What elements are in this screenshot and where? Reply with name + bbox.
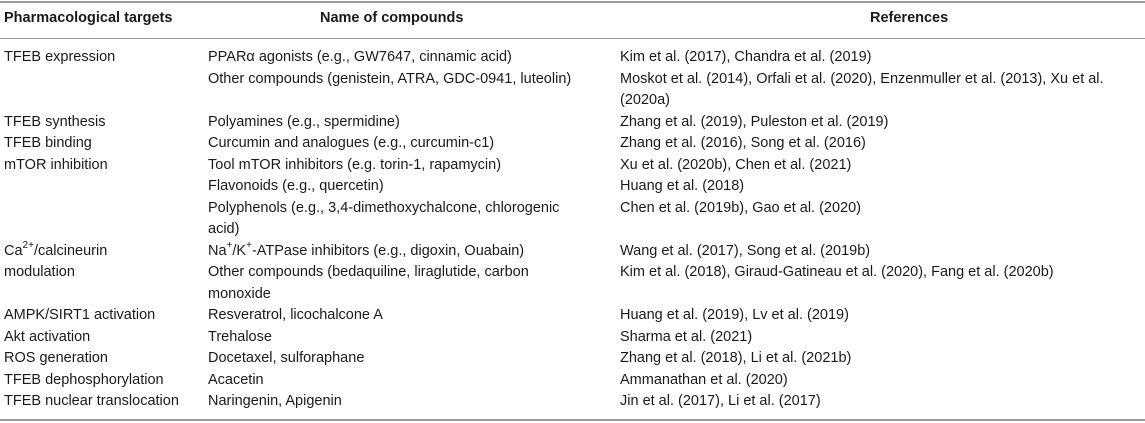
header-references: References [870,10,949,26]
header-compounds: Name of compounds [320,10,464,26]
references-cell: Sharma et al. (2021) [620,328,753,345]
references-cell: Zhang et al. (2016), Song et al. (2016) [620,135,866,151]
target-cell [0,69,208,91]
references-cell: Zhang et al. (2018), Li et al. (2021b) [620,350,852,366]
table-row [0,176,1145,198]
target-cell: ROS generation [4,350,108,366]
header-targets: Pharmacological targets [4,10,173,26]
table-row-continuation [0,219,1145,241]
compound-cell: Naringenin, Apigenin [208,393,342,409]
compound-cell: Other compounds (bedaquiline, liraglutide, carbon [208,264,529,280]
references-cell: Zhang et al. (2019), Puleston et al. (2019) [620,113,889,130]
references-cell: Moskot et al. (2014), Orfali et al. (2020), Enzenmuller et al. (2013), Xu et al. [620,70,1104,87]
table-row [0,69,1145,91]
target-cell: TFEB binding [4,135,92,151]
bottom-rule [0,419,1145,421]
references-cell-continued: (2020a) [620,92,670,108]
table-body [0,47,1145,413]
table-row [0,112,1145,134]
table-row [0,391,1145,413]
compound-cell: Na+/K+-ATPase inhibitors (e.g., digoxin, Ouabain) [208,239,525,259]
table-row [0,327,1145,349]
compound-cell: Docetaxel, sulforaphane [208,350,365,366]
table-row [0,262,1145,284]
references-cell: Jin et al. (2017), Li et al. (2017) [620,393,821,409]
compound-cell-continued: monoxide [208,285,271,302]
table-row [0,305,1145,327]
references-cell: Huang et al. (2019), Lv et al. (2019) [620,307,849,323]
references-cell: Wang et al. (2017), Song et al. (2019b) [620,242,871,259]
references-cell: Ammanathan et al. (2020) [620,371,788,388]
compound-cell: Acacetin [208,371,264,388]
target-cell: TFEB expression [4,49,116,65]
table-row [0,47,1145,69]
references-cell: Kim et al. (2017), Chandra et al. (2019) [620,49,872,65]
references-cell: Huang et al. (2018) [620,178,745,194]
header-rule [0,38,1145,39]
target-cell: TFEB nuclear translocation [4,393,179,409]
target-cell: $Ca^{2+}$/calcineurin [4,239,108,259]
table-row [0,198,1145,220]
target-cell [0,198,208,220]
table-row [0,155,1145,177]
table-row [0,133,1145,155]
compound-cell: Resveratrol, licochalcone A [208,307,383,323]
target-cell: mTOR inhibition [4,156,108,173]
compound-cell: Polyamines (e.g., spermidine) [208,113,400,130]
target-cell: modulation [4,264,75,280]
target-cell: TFEB synthesis [4,113,106,130]
table-row [0,370,1145,392]
table-row [0,348,1145,370]
compound-cell: Other compounds (genistein, ATRA, GDC-0941, luteolin) [208,70,572,87]
compound-cell: Polyphenols (e.g., 3,4-dimethoxychalcone, chlorogenic [208,199,560,216]
compound-cell: Curcumin and analogues (e.g., curcumin-c1) [208,135,495,151]
top-rule [0,1,1145,3]
target-cell [0,176,208,198]
compound-cell: Tool mTOR inhibitors (e.g. torin-1, rapamycin) [208,156,502,173]
compound-cell: Flavonoids (e.g., quercetin) [208,178,384,194]
table-row-continuation [0,284,1145,306]
target-cell: TFEB dephosphorylation [4,371,164,388]
table-row-continuation [0,90,1145,112]
compound-cell: Trehalose [208,328,272,345]
compound-cell-continued: acid) [208,221,240,237]
table-row [0,241,1145,263]
references-cell: Kim et al. (2018), Giraud-Gatineau et al. (2020), Fang et al. (2020b) [620,264,1054,280]
target-cell: Akt activation [4,328,91,345]
target-cell: AMPK/SIRT1 activation [4,307,156,323]
compound-cell: PPARα agonists (e.g., GW7647, cinnamic acid) [208,49,512,65]
references-cell: Xu et al. (2020b), Chen et al. (2021) [620,156,852,173]
references-cell: Chen et al. (2019b), Gao et al. (2020) [620,199,862,216]
